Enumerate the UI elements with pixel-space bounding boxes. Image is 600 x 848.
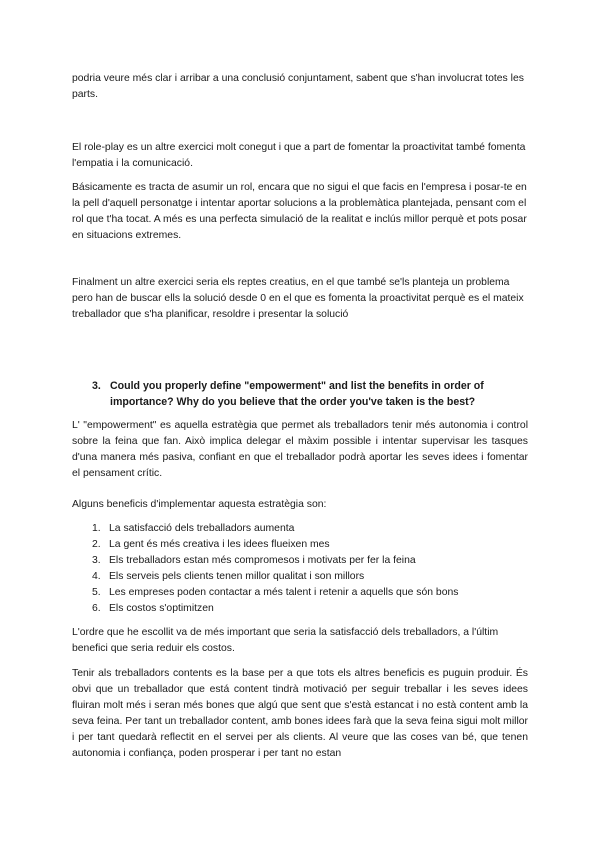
question-text: Could you properly define "empowerment" and list the benefits in order of importance? Why do you believe that the order you've taken is the best?: [110, 380, 484, 408]
list-item: 3. Els treballadors estan més compromesos i motivats per fer la feina: [92, 555, 416, 566]
paragraph-conclusion: podria veure més clar i arribar a una conclusió conjuntament, sabent que s'han involucrat totes les parts.: [72, 73, 524, 100]
paragraph-role-play-detail: Básicamente es tracta de asumir un rol, encara que no sigui el que facis en l'empresa i posar-te en la pell d'aquell personatge i intentar aportar solucions a la problemàtica plantejada, pensant com el rol que t'ha tocat. A més es una perfecta simulació de la realitat e inclús millor perquè et pots posar en situacions extremes.: [72, 182, 527, 241]
list-item: 6. Els costos s'optimitzen: [92, 603, 214, 614]
paragraph-role-play: El role-play es un altre exercici molt conegut i que a part de fomentar la proactivitat també fomenta l'empatia i la comunicació.: [72, 142, 526, 169]
list-item: 2. La gent és més creativa i les idees flueixen mes: [92, 539, 330, 550]
question-number: 3.: [92, 380, 101, 392]
paragraph-happy-workers: Tenir als treballadors contents es la base per a que tots els altres beneficis es puguin produir. És obvi que un treballador que está content tindrà motivació per seguir treballar i les seves idees fluiran molt més i seran més bones que algú que sent que s'està estancat i no està content amb la seva feina. Per tant un treballador content, amb bones idees farà que la seva feina sigui molt millor i per tant quedarà reflectit en el servei per als clients. Al veure que las coses van bé, que tenen autonomia i confiança, poden prosperar i per tant no estan: [72, 668, 528, 759]
paragraph-empowerment-definition: L' "empowerment" es aquella estratègia que permet als treballadors tenir més autonomia i control sobre la feina que fan. Això implica delegar el màxim possible i intentar supervisar les tasques d'una manera més pasiva, confiant en que el treballador podrà aportar les seves idees i fomentar el pensament crític.: [72, 420, 528, 479]
benefits-list: [92, 521, 528, 617]
question-heading: [92, 378, 528, 410]
paragraph-creative-challenges: Finalment un altre exercici seria els reptes creatius, en el que també se'ls planteja un problema pero han de buscar ells la solució desde 0 en el que es fomenta la proactivitat perquè es el mateix treballador que s'ha planificar, resoldre i presentar la solució: [72, 277, 524, 320]
list-item: 4. Els serveis pels clients tenen millor qualitat i son millors: [92, 571, 365, 582]
list-item: 5. Les empreses poden contactar a més talent i retenir a aquells que són bons: [92, 587, 459, 598]
paragraph-order-explanation: L'ordre que he escollit va de més important que seria la satisfacció dels treballadors, a l'últim benefici que seria reduir els costos.: [72, 627, 499, 654]
list-item: 1. La satisfacció dels treballadors aumenta: [92, 523, 295, 534]
paragraph-benefits-intro: Alguns beneficis d'implementar aquesta estratègia son:: [72, 499, 327, 510]
